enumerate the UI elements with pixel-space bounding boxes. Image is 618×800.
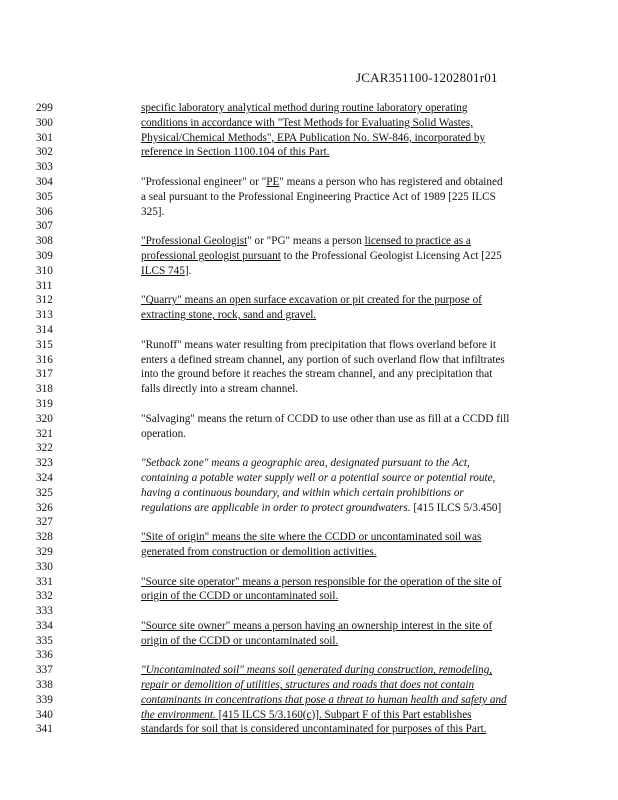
document-line	[0, 279, 618, 294]
line-text	[141, 693, 541, 708]
document-line	[0, 471, 618, 486]
line-number: 303	[36, 161, 53, 174]
document-line	[0, 722, 618, 737]
line-number: 306	[36, 205, 53, 218]
document-line	[0, 456, 618, 471]
text-segment: "Professional engineer" or "	[141, 175, 267, 188]
line-text	[141, 264, 541, 279]
line-text	[141, 530, 541, 545]
text-segment: Physical/Chemical Methods", EPA Publication No. SW-846, incorporated by	[141, 131, 486, 144]
line-text	[141, 486, 541, 501]
text-segment: specific laboratory analytical method during routine laboratory operating	[141, 102, 468, 114]
line-text	[141, 382, 541, 397]
text-segment: "Site of origin" means the site where the CCDD or uncontaminated soil was	[141, 531, 482, 544]
document-line	[0, 219, 618, 234]
line-number: 310	[36, 264, 53, 277]
text-segment: "Professional Geologist	[141, 235, 248, 248]
line-text	[141, 456, 541, 471]
document-line	[0, 545, 618, 560]
line-number: 312	[36, 294, 53, 307]
line-number: 318	[36, 383, 53, 396]
text-segment: to the Professional Geologist Licensing Act [225	[280, 249, 502, 262]
line-number: 323	[36, 457, 53, 470]
text-segment: origin of the CCDD or uncontaminated soil.	[141, 590, 339, 603]
text-segment: " or "PG" means a person	[247, 235, 365, 248]
document-line	[0, 308, 618, 323]
line-number: 309	[36, 249, 53, 262]
line-text	[141, 722, 541, 737]
text-segment: ILCS 745	[141, 264, 185, 277]
line-text	[141, 619, 541, 634]
text-segment: licensed to practice as a	[364, 235, 471, 248]
text-segment: a seal pursuant to the Professional Engineering Practice Act of 1989 [225 ILCS	[141, 190, 496, 203]
line-number: 327	[36, 516, 53, 529]
document-line	[0, 678, 618, 693]
line-text	[141, 589, 541, 604]
line-text	[141, 634, 541, 649]
text-segment: [415 ILCS 5/3.160(c)]. Subpart F of this Part establishes	[215, 708, 472, 721]
line-number: 308	[36, 235, 53, 248]
line-number: 322	[36, 442, 53, 455]
line-text	[141, 293, 541, 308]
text-segment: conditions in accordance with "Test Methods for Evaluating Solid Wastes,	[141, 116, 474, 129]
line-number: 331	[36, 575, 53, 588]
line-text	[141, 249, 541, 264]
line-text	[141, 338, 541, 353]
document-line	[0, 634, 618, 649]
line-number: 299	[36, 102, 53, 114]
document-line	[0, 234, 618, 249]
text-segment: the environment.	[141, 708, 216, 721]
text-segment: standards for soil that is considered uncontaminated for purposes of this Part.	[141, 723, 487, 736]
document-line	[0, 101, 618, 116]
line-number: 302	[36, 146, 53, 159]
line-number: 326	[36, 501, 53, 514]
line-number: 335	[36, 634, 53, 647]
line-text	[141, 234, 541, 249]
document-line	[0, 160, 618, 175]
text-segment: extracting stone, rock, sand and gravel.	[141, 309, 317, 322]
document-line	[0, 116, 618, 131]
line-text	[141, 545, 541, 560]
line-number: 339	[36, 693, 53, 706]
line-number: 304	[36, 175, 53, 188]
line-number: 320	[36, 412, 53, 425]
text-segment: "Quarry" means an open surface excavation or pit created for the purpose of	[141, 294, 482, 307]
document-line	[0, 338, 618, 353]
line-number: 333	[36, 605, 53, 618]
line-text	[141, 575, 541, 590]
line-text	[141, 708, 541, 723]
line-number: 332	[36, 590, 53, 603]
document-line	[0, 367, 618, 382]
text-segment: " means a person who has registered and obtained	[279, 175, 503, 188]
numbered-lines	[0, 101, 618, 737]
text-segment: PE	[266, 175, 280, 188]
line-text	[141, 116, 541, 131]
text-segment: operation.	[141, 427, 187, 440]
document-line	[0, 530, 618, 545]
document-line	[0, 619, 618, 634]
line-number: 317	[36, 368, 53, 381]
line-number: 319	[36, 397, 53, 410]
text-segment: ].	[184, 264, 192, 277]
line-text	[141, 308, 541, 323]
line-number: 321	[36, 427, 53, 440]
text-segment: "Salvaging" means the return of CCDD to use other than use as fill at a CCDD fill	[141, 412, 510, 425]
text-segment: "Setback zone" means a geographic area, designated pursuant to the Act,	[141, 457, 470, 470]
text-segment: origin of the CCDD or uncontaminated soil.	[141, 634, 339, 647]
text-segment: contaminants in concentrations that pose a threat to human health and safety and	[141, 693, 507, 706]
document-line	[0, 353, 618, 368]
line-number: 305	[36, 190, 53, 203]
document-line	[0, 323, 618, 338]
line-number: 325	[36, 486, 53, 499]
line-text	[141, 353, 541, 368]
line-number: 311	[36, 279, 53, 292]
line-number: 337	[36, 664, 53, 677]
document-line	[0, 589, 618, 604]
text-segment: reference in Section 1100.104 of this Part.	[141, 146, 330, 159]
line-text	[141, 131, 541, 146]
document-line	[0, 515, 618, 530]
document-line	[0, 397, 618, 412]
line-text	[141, 101, 541, 116]
line-number: 336	[36, 649, 53, 662]
line-number: 329	[36, 545, 53, 558]
line-number: 313	[36, 309, 53, 322]
line-number: 316	[36, 353, 53, 366]
document-line	[0, 382, 618, 397]
line-number: 334	[36, 619, 53, 632]
text-segment: repair or demolition of utilities, structures and roads that does not contain	[141, 679, 475, 692]
line-text	[141, 501, 541, 516]
text-segment: "Runoff" means water resulting from precipitation that flows overland before it	[141, 338, 497, 351]
document-line	[0, 145, 618, 160]
line-text	[141, 175, 541, 190]
document-line	[0, 648, 618, 663]
document-line	[0, 441, 618, 456]
text-segment: "Source site owner" means a person having an ownership interest in the site of	[141, 619, 493, 632]
line-text	[141, 427, 541, 442]
document-line	[0, 604, 618, 619]
document-line	[0, 264, 618, 279]
text-segment: professional geologist pursuant	[141, 249, 281, 262]
line-number: 324	[36, 471, 53, 484]
line-text	[141, 367, 541, 382]
line-text	[141, 190, 541, 205]
document-line	[0, 249, 618, 264]
document-line	[0, 693, 618, 708]
text-segment: containing a potable water supply well or a potential source or potential route,	[141, 471, 496, 484]
document-line	[0, 427, 618, 442]
text-segment: 325].	[141, 205, 165, 218]
text-segment: falls directly into a stream channel.	[141, 383, 299, 396]
line-number: 341	[36, 723, 53, 736]
document-line	[0, 412, 618, 427]
document-code: JCAR351100-1202801r01	[356, 70, 498, 85]
text-segment: generated from construction or demolition activities.	[141, 545, 377, 558]
document-line	[0, 663, 618, 678]
document-line	[0, 486, 618, 501]
line-number: 307	[36, 220, 53, 233]
text-segment: "Uncontaminated soil" means soil generated during construction, remodeling,	[141, 664, 493, 677]
document-line	[0, 205, 618, 220]
document-line	[0, 560, 618, 575]
line-number: 340	[36, 708, 53, 721]
document-line	[0, 190, 618, 205]
line-text	[141, 205, 541, 220]
line-text	[141, 145, 541, 160]
line-text	[141, 412, 541, 427]
document-line	[0, 575, 618, 590]
document-line	[0, 131, 618, 146]
line-number: 314	[36, 323, 53, 336]
line-number: 300	[36, 116, 53, 129]
text-segment: into the ground before it reaches the stream channel, and any precipitation that	[141, 368, 493, 381]
line-number: 315	[36, 338, 53, 351]
line-number: 301	[36, 131, 53, 144]
document-line	[0, 708, 618, 723]
line-text	[141, 471, 541, 486]
text-segment: [415 ILCS 5/3.450]	[410, 501, 502, 514]
document-line	[0, 501, 618, 516]
line-text	[141, 678, 541, 693]
text-segment: enters a defined stream channel, any portion of such overland flow that infiltrates	[141, 353, 505, 366]
document-line	[0, 293, 618, 308]
line-number: 328	[36, 531, 53, 544]
line-text	[141, 663, 541, 678]
line-number: 338	[36, 679, 53, 692]
text-segment: regulations are applicable in order to protect groundwaters.	[141, 501, 411, 514]
text-segment: having a continuous boundary, and within which certain prohibitions or	[141, 486, 464, 499]
document-line	[0, 175, 618, 190]
text-segment: "Source site operator" means a person responsible for the operation of the site of	[141, 575, 502, 588]
line-number: 330	[36, 560, 53, 573]
